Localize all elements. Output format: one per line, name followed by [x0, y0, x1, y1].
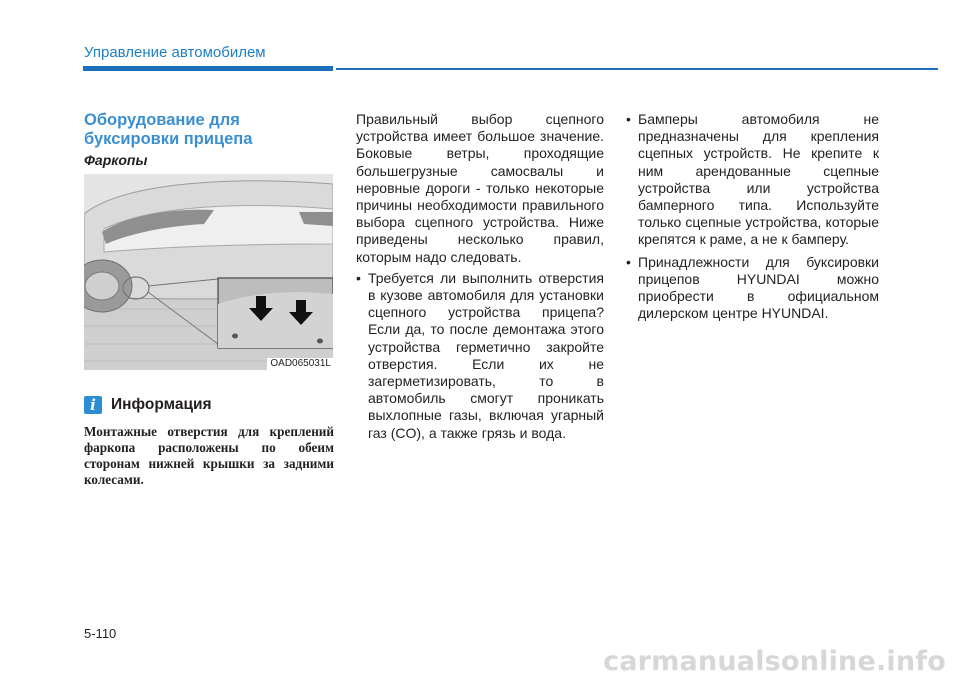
list-item	[626, 111, 879, 249]
car-rear-figure	[84, 174, 333, 370]
list-item-text: Требуется ли выполнить отверстия в кузове автомобиля для установки сцепного устройства прицепа? Если да, то после демонтажа этого устройства герметично закройте отверстия. Если их не загерметизировать, то в автомобиль смогут проникать выхлопные газы, включая угарный газ (CO), а также грязь и вода.	[368, 269, 604, 441]
bullet-dot-icon: •	[626, 111, 631, 127]
bullet-dot-icon: •	[626, 253, 631, 270]
intro-paragraph: Правильный выбор сцепного устройства имеет большое значение. Боковые ветры, проходящие большегрузные самосвалы и неровные дороги - только некоторые причины необходимости правильного выбора сцепного устройства. Ниже приведены несколько правил, которым надо следовать.	[356, 111, 604, 265]
info-title: Информация	[111, 396, 212, 413]
list-item-text: Бамперы автомобиля не предназначены для крепления сцепных устройств. Не крепите к ним арендованные сцепные устройства или устройства бамперного типа. Используйте только сцепные устройства, которые крепятся к раме, а не к бамперу.	[638, 111, 879, 248]
list-item	[626, 254, 879, 323]
info-text: Монтажные отверстия для креплений фаркопа расположены по обеим сторонам нижней крышки за задними колесами.	[84, 424, 334, 487]
bullet-dot-icon: •	[356, 269, 361, 286]
list-item	[356, 270, 604, 442]
list-item-text: Принадлежности для буксировки прицепов HYUNDAI можно приобрести в официальном дилерском центре HYUNDAI.	[638, 253, 879, 322]
text-column-2	[356, 111, 604, 447]
section-title: Оборудование для буксировки прицепа	[84, 111, 253, 148]
info-icon: i	[84, 396, 102, 414]
text-column-3	[626, 111, 879, 327]
bullet-list-2	[356, 270, 604, 442]
car-rear-illustration	[84, 174, 333, 370]
bullet-list-3	[626, 111, 879, 322]
header-rule-thick	[83, 66, 333, 71]
watermark: carmanualsonline.info	[603, 646, 946, 677]
info-header	[84, 394, 212, 416]
figure-code: OAD065031L	[267, 358, 333, 370]
header-rule-thin	[336, 68, 938, 70]
page-number: 5-110	[84, 626, 117, 641]
header-section-title: Управление автомобилем	[84, 44, 266, 61]
subsection-title: Фаркопы	[84, 152, 148, 168]
